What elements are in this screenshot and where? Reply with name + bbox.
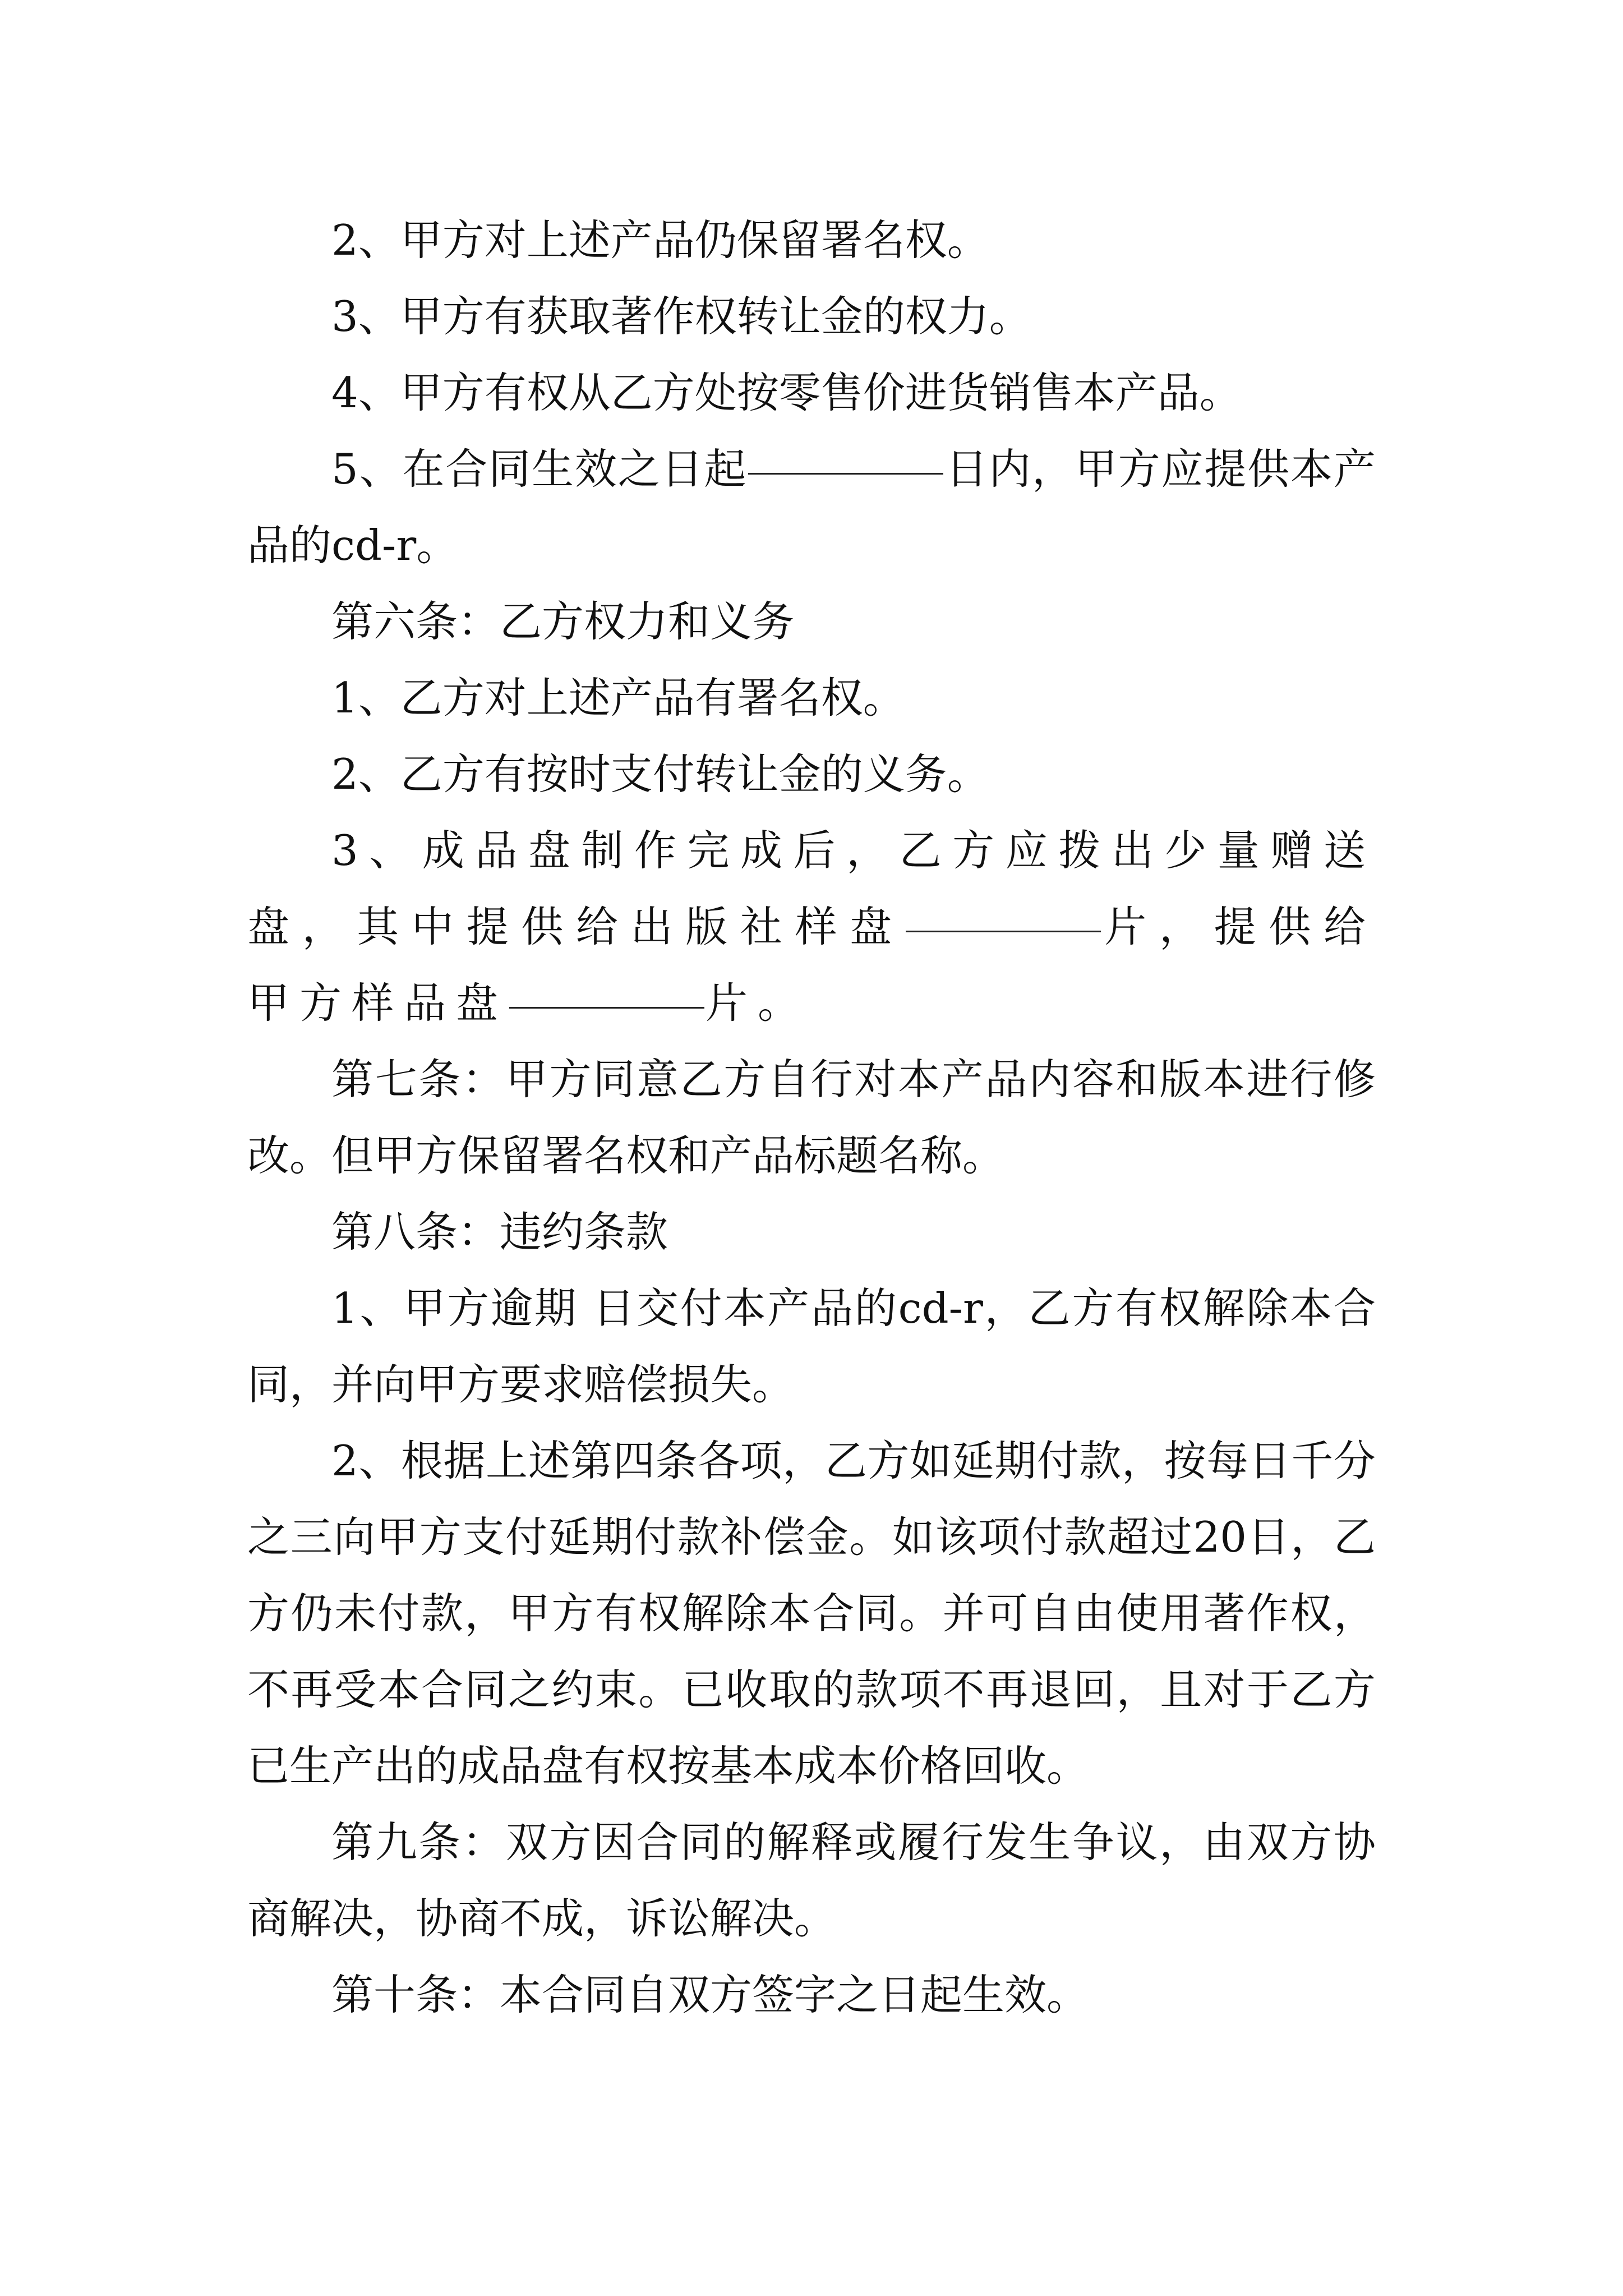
article-7	[247, 1041, 1376, 1194]
clause-party-b-right-1	[247, 660, 1376, 736]
clause-party-a-right-4	[247, 355, 1376, 431]
clause-text: 3、甲方有获取著作权转让金的权力。	[331, 292, 1031, 341]
clause-text: 4、甲方有权从乙方处按零售价进货销售本产品。	[331, 368, 1242, 417]
clause-text: 1、甲方逾期 日交付本产品的cd-r，乙方有权解除本合同，并向甲方要求赔偿损失。	[247, 1283, 1376, 1409]
fill-in-blank-days[interactable]	[748, 472, 943, 475]
article-10	[247, 1957, 1376, 2033]
clause-party-a-right-3	[247, 278, 1376, 355]
clause-text: 1、乙方对上述产品有署名权。	[331, 673, 905, 723]
breach-clause-2	[247, 1423, 1376, 1804]
article-9	[247, 1804, 1376, 1957]
clause-text: 3、成品盘制作完成后，乙方应拨出少量赠送盘，其中提供给出版社样盘	[247, 826, 1376, 951]
clause-party-a-right-2	[247, 202, 1376, 278]
clause-text: 第七条：甲方同意乙方自行对本产品内容和版本进行修改。但甲方保留署名权和产品标题名称。	[247, 1055, 1376, 1180]
clause-party-b-right-3	[247, 812, 1376, 1041]
clause-text: 2、乙方有按时支付转让金的义务。	[331, 749, 989, 799]
clause-party-a-right-5	[247, 431, 1376, 583]
clause-text: 2、甲方对上述产品仍保留署名权。	[331, 215, 989, 265]
clause-text: 片，提供给甲方样品盘	[247, 902, 1376, 1028]
clause-text: 2、根据上述第四条各项，乙方如延期付款，按每日千分之三向甲方支付延期付款补偿金。如该项付款超过20日，乙方仍未付款，甲方有权解除本合同。并可自由使用著作权，不再受本合同之约束。已收取的款项不再退回，且对于乙方已生产出的成品盘有权按基本成本价格回收。	[247, 1436, 1376, 1791]
clause-text: 第九条：双方因合同的解释或履行发生争议，由双方协商解决，协商不成，诉讼解决。	[247, 1818, 1376, 1943]
article-8-heading	[247, 1194, 1376, 1270]
clause-text: 日内，甲方应提供本产品的cd-r。	[247, 444, 1376, 570]
fill-in-blank-publisher-samples[interactable]	[906, 930, 1101, 932]
breach-clause-1	[247, 1270, 1376, 1423]
article-heading-text: 第八条：违约条款	[331, 1207, 668, 1257]
fill-in-blank-party-a-samples[interactable]	[509, 1006, 704, 1009]
clause-text: 5、在合同生效之日起	[331, 444, 748, 494]
article-6-heading	[247, 583, 1376, 660]
article-heading-text: 第六条：乙方权力和义务	[331, 597, 795, 646]
clause-text: 片。	[706, 978, 810, 1028]
document-body	[247, 202, 1376, 2033]
clause-text: 第十条：本合同自双方签字之日起生效。	[331, 1970, 1089, 2019]
clause-party-b-right-2	[247, 736, 1376, 812]
